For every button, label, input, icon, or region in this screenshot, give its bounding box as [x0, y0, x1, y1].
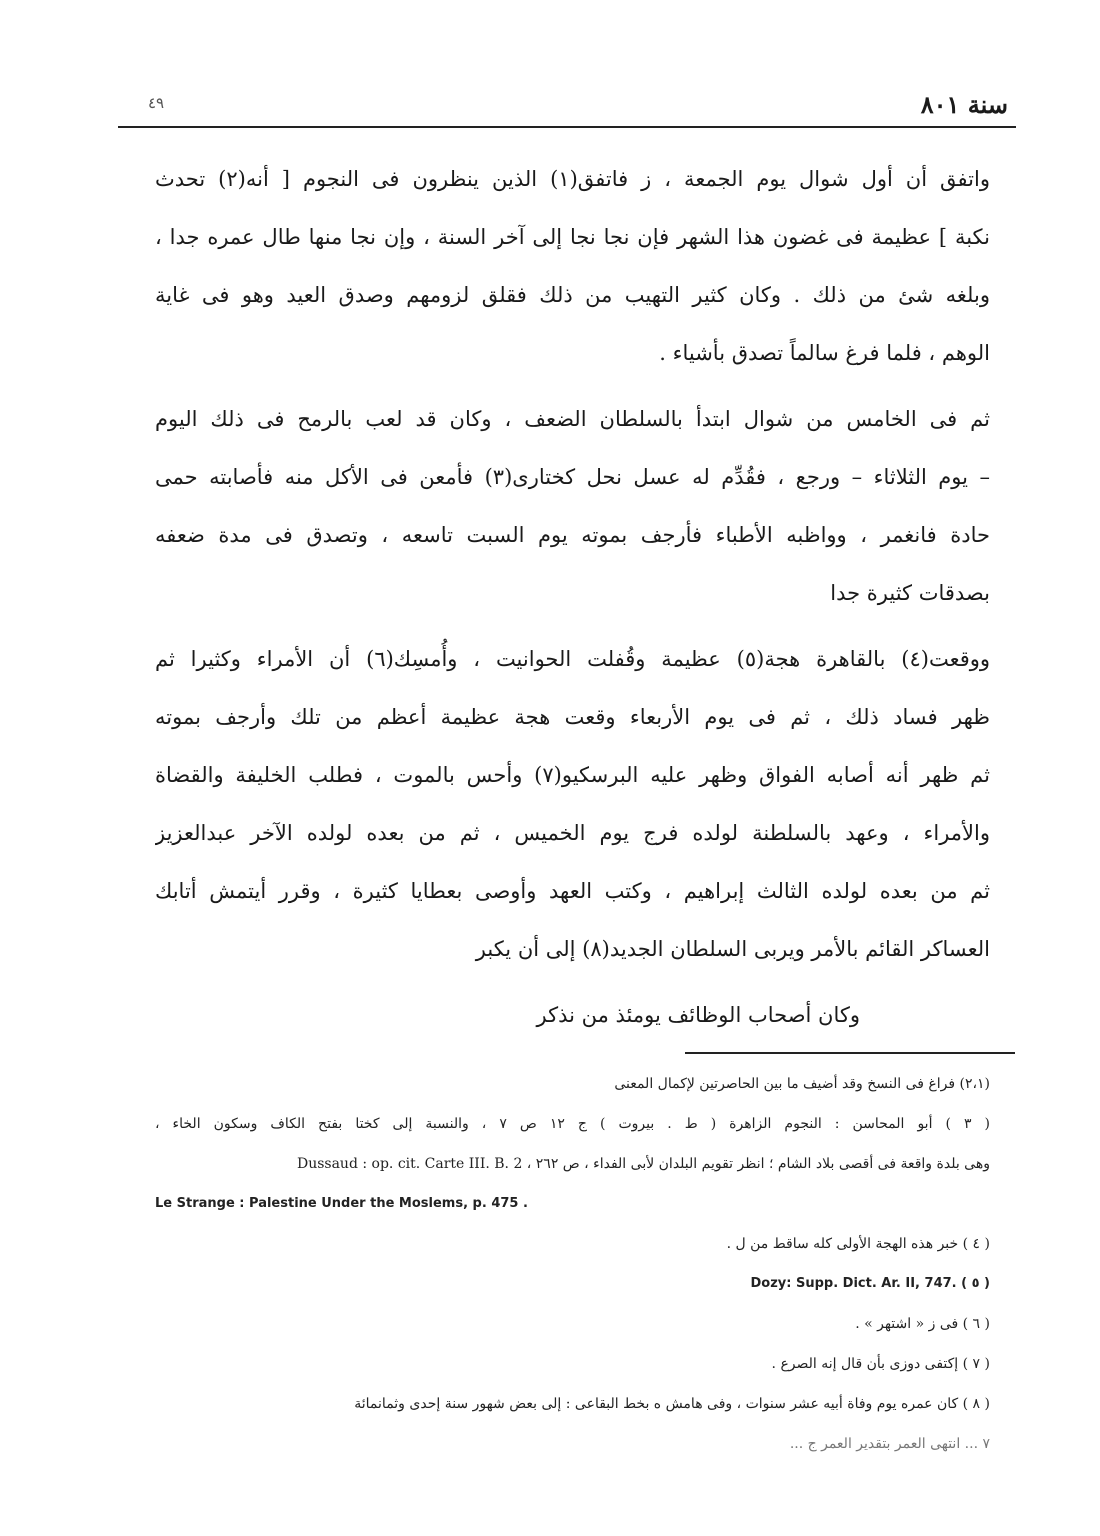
text-line: بصدقات كثيرة جدا: [830, 581, 990, 605]
paragraph-2: [155, 390, 990, 622]
text-line: ووقعت(٤) بالقاهرة هجة(٥) عظيمة وقُفلت الحوانيت ، وأُمسِك(٦) أن الأمراء وكثيرا ثم: [155, 647, 990, 671]
footnotes: [155, 1064, 990, 1464]
footnote: ( ٣ ) أبو المحاسن : النجوم الزاهرة ( ط . بيروت ) ج ١٢ ص ٧ ، والنسبة إلى كختا بفتح الكاف وسكون الخاء ،: [155, 1116, 990, 1132]
text-line: واتفق أن أول شوال يوم الجمعة ، ز فاتفق(١) الذين ينظرون فى النجوم [ أنه(٢) تحدث: [155, 167, 990, 191]
footnote: وهى بلدة واقعة فى أقصى بلاد الشام ؛ انظر تقويم البلدان لأبى الفداء ، ص ٢٦٢ ، Dussaud : op. cit. Carte III. B. 2: [296, 1156, 990, 1172]
text-line: والأمراء ، وعهد بالسلطنة لولده فرج يوم الخميس ، ثم من بعده لولده الآخر عبدالعزيز: [155, 821, 990, 845]
text-line: ثم من بعده لولده الثالث إبراهيم ، وكتب العهد وأوصى بعطايا كثيرة ، وقرر أيتمش أتابك: [155, 879, 990, 903]
footnote: ( ٦ ) فى ز « اشتهر » .: [855, 1316, 990, 1332]
page-number: ٤٩: [148, 94, 165, 112]
text-line: ثم ظهر أنه أصابه الفواق وظهر عليه البرسكيو(٧) وأحس بالموت ، فطلب الخليفة والقضاة: [155, 763, 990, 787]
footnote: ( ٧ ) إكتفى دوزى بأن قال إنه الصرع .: [771, 1356, 990, 1372]
text-line: نكبة ] عظيمة فى غضون هذا الشهر فإن نجا نجا إلى آخر السنة ، وإن نجا منها طال عمره جدا ،: [155, 225, 990, 249]
text-line: ثم فى الخامس من شوال ابتدأ بالسلطان الضعف ، وكان قد لعب بالرمح فى ذلك اليوم: [155, 407, 990, 431]
page-header: [118, 86, 1016, 128]
text-line: الوهم ، فلما فرغ سالماً تصدق بأشياء .: [659, 341, 990, 365]
paragraph-4: [155, 986, 990, 1044]
paragraph-1: [155, 150, 990, 382]
text-line: العساكر القائم بالأمر ويربى السلطان الجديد(٨) إلى أن يكبر: [475, 937, 990, 961]
text-line: ظهر فساد ذلك ، ثم فى يوم الأربعاء وقعت هجة عظيمة أعظم من تلك وأرجف بموته: [155, 705, 990, 729]
main-text: [155, 150, 990, 1052]
text-line: حادة فانغمر ، وواظبه الأطباء فأرجف بموته يوم السبت تاسعه ، وتصدق فى مدة ضعفه: [155, 523, 990, 547]
footnote-divider: [685, 1052, 1015, 1054]
footnote: ( ٤ ) خبر هذه الهجة الأولى كله ساقط من ل .: [726, 1236, 990, 1252]
text-line: – يوم الثلاثاء – ورجع ، فقُدِّم له عسل نحل كختارى(٣) فأمعن فى الأكل منه فأصابته حمى: [155, 465, 990, 489]
text-line: وبلغه شئ من ذلك . وكان كثير التهيب من ذلك فقلق لزومهم وصدق العيد وهو فى غاية: [155, 283, 990, 307]
footnote: ٧ ... انتهى العمر بتقدير العمر ج ...: [789, 1436, 990, 1452]
paragraph-3: [155, 630, 990, 978]
footnote: Le Strange : Palestine Under the Moslems, p. 475 .: [155, 1196, 528, 1211]
footnote: (٢،١) فراغ فى النسخ وقد أضيف ما بين الحاصرتين لإكمال المعنى: [614, 1076, 990, 1092]
text-line: وكان أصحاب الوظائف يومئذ من نذكر: [536, 1003, 860, 1027]
footnote: Dozy: Supp. Dict. Ar. II, 747. ( ٥ ): [750, 1276, 990, 1291]
footnote: ( ٨ ) كان عمره يوم وفاة أبيه عشر سنوات ، وفى هامش ه بخط البقاعى : إلى بعض شهور سنة إحدى وثمانمائة: [354, 1396, 990, 1412]
page-header-title: سنة ٨٠١: [920, 90, 1008, 119]
